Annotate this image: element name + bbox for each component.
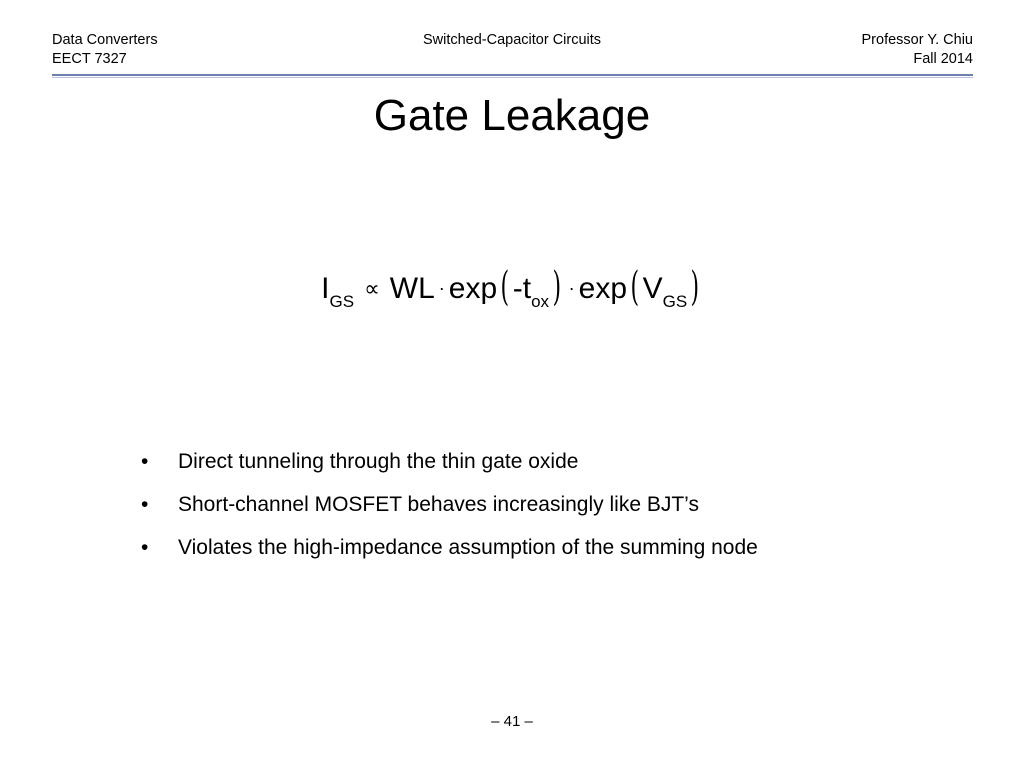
formula-close-paren-1: )	[552, 264, 562, 310]
bullet-text: Short-channel MOSFET behaves increasingly like BJT’s	[178, 493, 699, 516]
gate-leakage-equation	[0, 262, 1024, 322]
bullet-item	[141, 493, 758, 536]
bullet-item	[141, 450, 758, 493]
semester: Fall 2014	[913, 51, 973, 67]
formula-exp-1: exp	[448, 272, 498, 305]
bullet-list	[141, 450, 758, 579]
formula-wl: WL	[389, 272, 435, 305]
formula-voltage: V	[642, 272, 663, 305]
instructor-name: Professor Y. Chiu	[861, 32, 973, 48]
formula-open-paren-1: (	[500, 264, 510, 310]
bullet-marker: •	[141, 450, 149, 473]
formula-neg-t: -t	[512, 272, 532, 305]
formula-t-subscript: ox	[531, 292, 550, 311]
header-divider	[52, 74, 973, 76]
course-code: EECT 7327	[52, 51, 127, 67]
bullet-marker: •	[141, 493, 149, 516]
formula-exp-2: exp	[578, 272, 628, 305]
formula-dot-1: ·	[438, 278, 445, 298]
bullet-item	[141, 536, 758, 579]
bullet-marker: •	[141, 536, 149, 559]
formula-close-paren-2: )	[690, 264, 700, 310]
course-name: Data Converters	[52, 32, 158, 48]
header-divider-shadow	[52, 77, 973, 78]
formula-current-subscript: GS	[329, 292, 355, 311]
page-number: – 41 –	[491, 713, 533, 730]
header-right	[862, 31, 974, 69]
bullet-text: Direct tunneling through the thin gate oxide	[178, 450, 579, 473]
formula-proportional-symbol: ∝	[364, 276, 380, 301]
formula-open-paren-2: (	[630, 264, 640, 310]
slide-title: Gate Leakage	[373, 91, 651, 140]
bullet-text: Violates the high-impedance assumption of the summing node	[178, 536, 758, 559]
formula-voltage-subscript: GS	[662, 292, 688, 311]
lecture-topic: Switched-Capacitor Circuits	[422, 32, 602, 48]
formula-dot-2: ·	[568, 278, 575, 298]
formula-current: I	[321, 272, 330, 305]
